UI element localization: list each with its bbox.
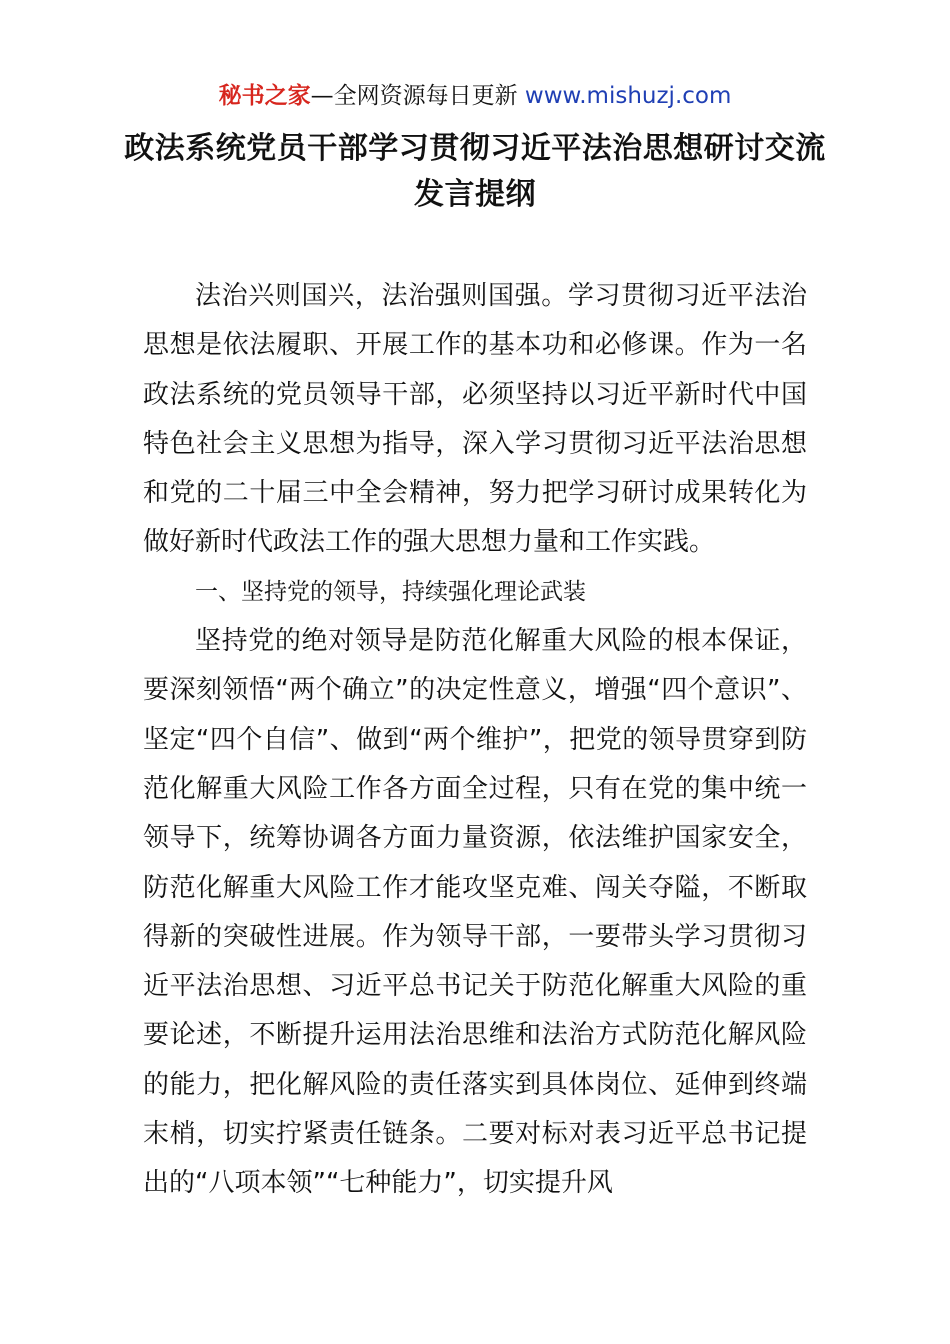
site-url-link[interactable]: www.mishuzj.com xyxy=(524,83,732,109)
header-tagline: —全网资源每日更新 xyxy=(310,83,525,109)
document-title: 政法系统党员干部学习贯彻习近平法治思想研讨交流发言提纲 xyxy=(124,131,826,212)
brand-name: 秘书之家 xyxy=(218,83,311,109)
section-heading: 一、坚持党的领导，持续强化理论武装 xyxy=(195,578,586,605)
site-header xyxy=(0,80,950,112)
section-paragraph: 坚持党的绝对领导是防范化解重大风险的根本保证，要深刻领悟“两个确立”的决定性意义，增强“四个意识”、坚定“四个自信”、做到“两个维护”，把党的领导贯穿到防范化解重大风险工作各方面全过程，只有在党的集中统一领导下，统筹协调各方面力量资源，依法维护国家安全，防范化解重大风险工作才能攻坚克难、闯关夺隘，不断取得新的突破性进展。作为领导干部，一要带头学习贯彻习近平法治思想、习近平总书记关于防范化解重大风险的重要论述，不断提升运用法治思维和法治方式防范化解风险的能力，把化解风险的责任落实到具体岗位、延伸到终端末梢，切实拧紧责任链条。二要对标对表习近平总书记提出的“八项本领”“七种能力”，切实提升风 xyxy=(143,626,807,1199)
intro-paragraph: 法治兴则国兴，法治强则国强。学习贯彻习近平法治思想是依法履职、开展工作的基本功和必修课。作为一名政法系统的党员领导干部，必须坚持以习近平新时代中国特色社会主义思想为指导，深入学习贯彻习近平法治思想和党的二十届三中全会精神，努力把学习研讨成果转化为做好新时代政法工作的强大思想力量和工作实践。 xyxy=(143,281,807,558)
document-body xyxy=(143,272,807,1209)
